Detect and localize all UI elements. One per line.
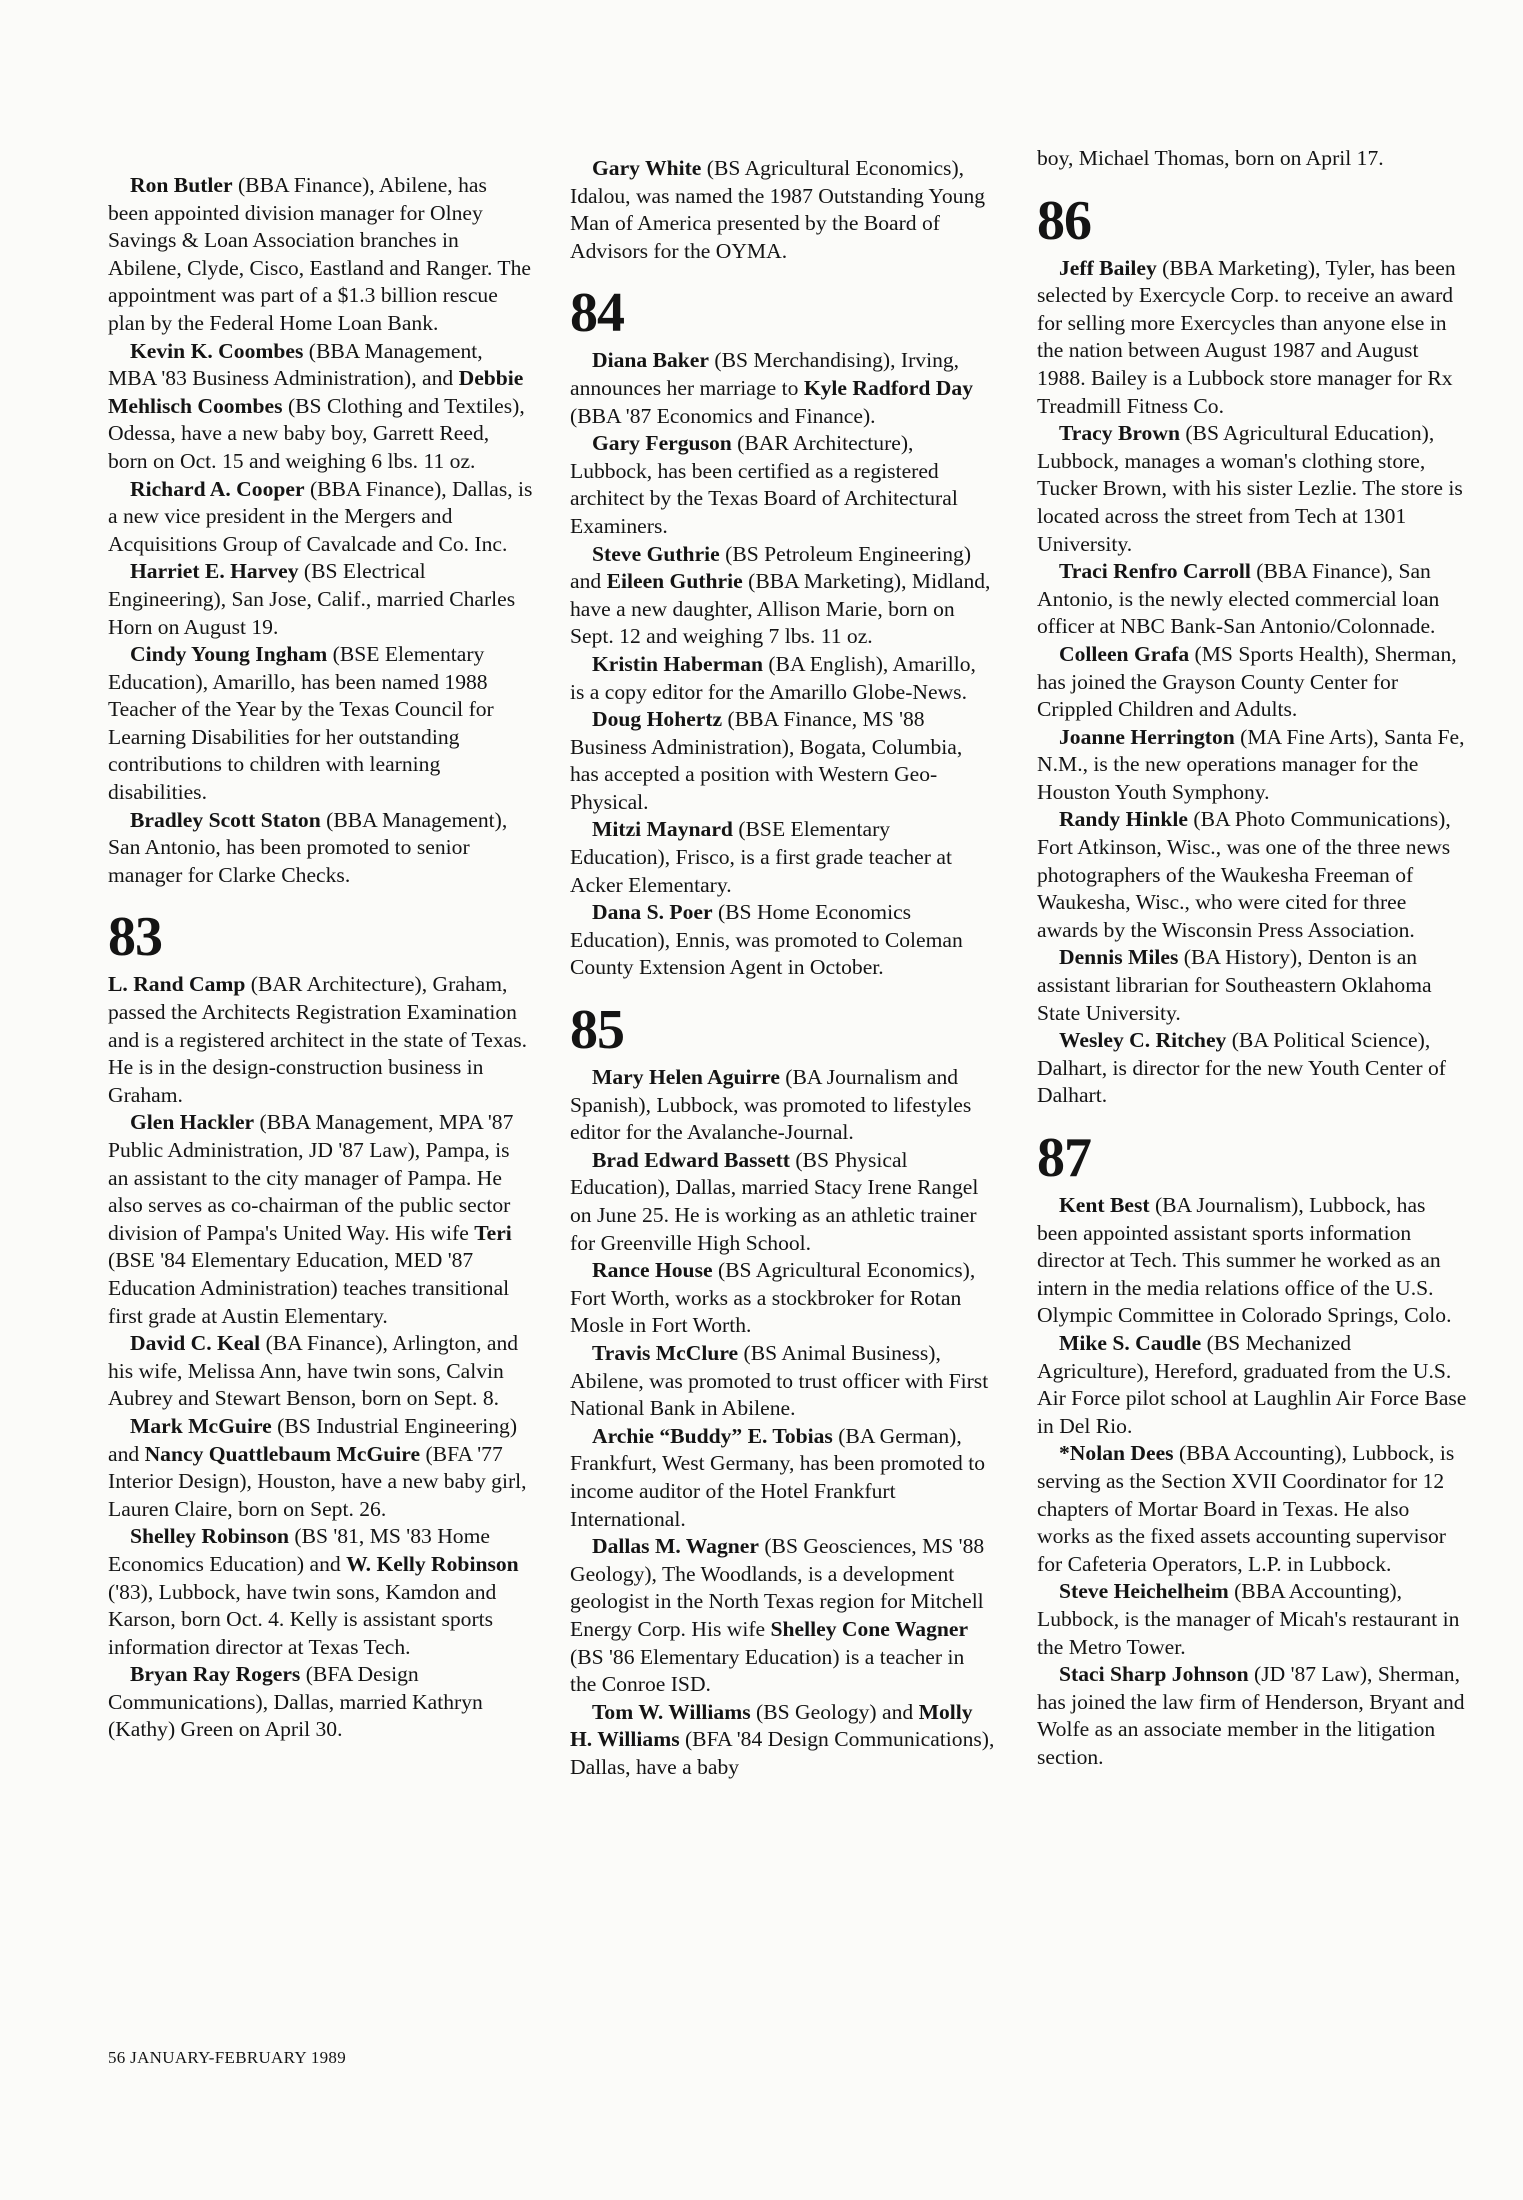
entry-text: (BS Merchandising), Irving, announces her marriage to	[570, 348, 960, 400]
entry-text: (BFA '84 Design Communications), Dallas, have a baby	[570, 1727, 995, 1779]
alumnus-name: Diana Baker	[592, 348, 709, 373]
alumnus-name: Mark McGuire	[130, 1413, 272, 1438]
alumni-entry	[108, 807, 533, 890]
alumni-entry	[108, 172, 533, 338]
alumni-entry	[570, 1340, 995, 1423]
alumni-entry	[1037, 1440, 1467, 1578]
alumnus-name: Steve Heichelheim	[1059, 1579, 1229, 1604]
class-year-heading: 87	[1037, 1127, 1091, 1189]
alumnus-name: Kristin Haberman	[592, 651, 763, 676]
entry-text: (BBA Marketing), Tyler, has been selected by Exercycle Corp. to receive an award for selling more Exercycles than anyone else in the nation between August 1987 and August 1988. Bailey is a Lubbock store manager for Rx Treadmill Fitness Co.	[1037, 255, 1456, 418]
alumnus-name: Dennis Miles	[1059, 945, 1179, 970]
entry-text: (BS Agricultural Economics), Idalou, was named the 1987 Outstanding Young Man of America presented by the Board of Advisors for the OYMA.	[570, 156, 986, 263]
alumnus-name: Glen Hackler	[130, 1110, 255, 1135]
alumnus-name: Kent Best	[1059, 1193, 1150, 1217]
entry-text: (BBA Management), San Antonio, has been promoted to senior manager for Clarke Checks.	[108, 807, 508, 887]
alumnus-name: Bryan Ray Rogers	[130, 1662, 301, 1687]
alumnus-name: Debbie Mehlisch Coombes	[108, 366, 524, 418]
alumni-entry	[108, 476, 533, 559]
alumni-entry	[108, 641, 533, 807]
alumni-entry	[108, 1413, 533, 1523]
entry-text: (BS '86 Elementary Education) is a teacher in the Conroe ISD.	[570, 1644, 965, 1697]
column-1	[108, 172, 533, 1744]
entry-text: (BS Industrial Engineering) and	[108, 1413, 518, 1466]
alumni-entry	[108, 1523, 533, 1661]
entry-text: (BFA Design Communications), Dallas, married Kathryn (Kathy) Green on April 30.	[108, 1662, 483, 1742]
alumnus-name: Gary White	[592, 156, 702, 180]
entry-text: (BSE Elementary Education), Frisco, is a first grade teacher at Acker Elementary.	[570, 817, 952, 897]
entry-text: (BBA Management, MBA '83 Business Administration), and	[108, 338, 483, 391]
entry-text: (BAR Architecture), Graham, passed the Architects Registration Examination and is a registered architect in the state of Texas. He is in the design-construction business in Graham.	[108, 972, 528, 1107]
alumni-entry	[570, 651, 995, 706]
column-2	[570, 155, 995, 1781]
alumnus-name: Mary Helen Aguirre	[592, 1065, 780, 1090]
alumni-entry	[108, 1330, 533, 1413]
alumni-entry	[1037, 724, 1467, 807]
alumnus-name: Brad Edward Bassett	[592, 1147, 790, 1172]
entry-text: (BS Clothing and Textiles), Odessa, have a new baby boy, Garrett Reed, born on Oct. 15 and weighing 6 lbs. 11 oz.	[108, 393, 525, 473]
entry-text: (BS Agricultural Education), Lubbock, manages a woman's clothing store, Tucker Brown, with his sister Lezlie. The store is located across the street from Tech at 1301 University.	[1037, 421, 1463, 556]
alumnus-name: *Nolan Dees	[1059, 1441, 1174, 1466]
entry-text: boy, Michael Thomas, born on April 17.	[1037, 146, 1384, 170]
alumnus-name: Tom W. Williams	[592, 1699, 751, 1724]
alumnus-name: Eileen Guthrie	[606, 569, 743, 594]
alumnus-name: Traci Renfro Carroll	[1059, 559, 1251, 584]
entry-text: (BS Mechanized Agriculture), Hereford, graduated from the U.S. Air Force pilot school at Laughlin Air Force Base in Del Rio.	[1037, 1330, 1467, 1438]
alumnus-name: Mike S. Caudle	[1059, 1330, 1202, 1355]
entry-text: (BBA Finance), Dallas, is a new vice president in the Mergers and Acquisitions Group of Cavalcade and Co. Inc.	[108, 476, 533, 556]
alumnus-name: Kevin K. Coombes	[130, 338, 304, 363]
entry-text: (BS Geology) and	[750, 1699, 919, 1724]
page-number: 56	[108, 2048, 126, 2067]
alumnus-name: Bradley Scott Staton	[130, 807, 321, 832]
alumni-entry	[570, 347, 995, 430]
alumni-entry	[108, 1661, 533, 1744]
alumni-entry	[570, 706, 995, 816]
alumnus-name: Rance House	[592, 1258, 713, 1283]
alumnus-name: Richard A. Cooper	[130, 476, 305, 501]
alumnus-name: Shelley Robinson	[130, 1524, 290, 1549]
alumni-entry	[1037, 944, 1467, 1027]
alumnus-name: Kyle Radford Day	[803, 375, 973, 400]
alumnus-name: Gary Ferguson	[592, 431, 732, 456]
entry-text: (BS Home Economics Education), Ennis, was promoted to Coleman County Extension Agent in October.	[570, 900, 963, 980]
entry-text: (BBA Finance, MS '88 Business Administration), Bogata, Columbia, has accepted a position with Western Geo-Physical.	[570, 707, 963, 814]
entry-text: (BS Animal Business), Abilene, was promoted to trust officer with First National Bank in Abilene.	[570, 1340, 989, 1421]
alumni-entry	[570, 541, 995, 651]
entry-text: (BS '81, MS '83 Home Economics Education) and	[108, 1524, 490, 1576]
entry-text: (BS Petroleum Engineering) and	[570, 541, 972, 594]
alumnus-name: Joanne Herrington	[1059, 724, 1235, 749]
alumnus-name: Jeff Bailey	[1059, 255, 1157, 280]
alumnus-name: L. Rand Camp	[108, 972, 246, 997]
alumnus-name: Shelley Cone Wagner	[770, 1616, 969, 1641]
entry-text: (BS Physical Education), Dallas, married Stacy Irene Rangel on June 25. He is working as an athletic trainer for Greenville High School.	[570, 1147, 979, 1255]
entry-text: (BA English), Amarillo, is a copy editor for the Amarillo Globe-News.	[570, 651, 976, 704]
alumni-entry	[570, 899, 995, 982]
alumni-entry	[1037, 1330, 1467, 1440]
entry-text: (BSE '84 Elementary Education, MED '87 Education Administration) teaches transitional first grade at Austin Elementary.	[108, 1248, 510, 1328]
issue-date: JANUARY-FEBRUARY 1989	[130, 2048, 347, 2067]
alumnus-name: Harriet E. Harvey	[130, 559, 299, 584]
alumni-entry	[1037, 1192, 1467, 1330]
alumni-entry	[108, 338, 533, 476]
entry-text: (BA Finance), Arlington, and his wife, Melissa Ann, have twin sons, Calvin Aubrey and Stewart Benson, born on Sept. 8.	[108, 1331, 519, 1411]
entry-text: (BS Agricultural Economics), Fort Worth, works as a stockbroker for Rotan Mosle in Fort Worth.	[570, 1258, 976, 1338]
alumni-entry	[570, 1423, 995, 1533]
class-year-heading: 83	[108, 906, 162, 969]
alumnus-name: Archie “Buddy” E. Tobias	[592, 1423, 833, 1448]
entry-text: (BBA '87 Economics and Finance).	[570, 403, 876, 428]
alumni-entry	[570, 1147, 995, 1257]
alumnus-name: David C. Keal	[130, 1331, 261, 1356]
entry-text: (JD '87 Law), Sherman, has joined the law firm of Henderson, Bryant and Wolfe as an associate member in the litigation section.	[1037, 1662, 1465, 1769]
alumni-entry	[108, 558, 533, 641]
alumnus-name: Staci Sharp Johnson	[1059, 1662, 1249, 1687]
entry-text: (BA Journalism and Spanish), Lubbock, was promoted to lifestyles editor for the Avalanche-Journal.	[570, 1065, 972, 1145]
entry-text: (BA History), Denton is an assistant librarian for Southeastern Oklahoma State University.	[1037, 945, 1432, 1025]
alumni-entry	[570, 1699, 995, 1782]
alumni-entry	[570, 430, 995, 540]
alumnus-name: Teri	[474, 1220, 512, 1245]
class-year-heading: 84	[570, 282, 624, 345]
alumnus-name: W. Kelly Robinson	[346, 1551, 519, 1576]
alumnus-name: Molly H. Williams	[570, 1699, 973, 1752]
alumnus-name: Wesley C. Ritchey	[1059, 1028, 1227, 1053]
alumnus-name: Travis McClure	[592, 1340, 739, 1365]
class-year-heading: 85	[570, 999, 624, 1062]
entry-text: (BSE Elementary Education), Amarillo, has been named 1988 Teacher of the Year by the Texas Council for Learning Disabilities for her outstanding contributions to children with learning disabilities.	[108, 642, 494, 805]
entry-text: (BA German), Frankfurt, West Germany, has been promoted to income auditor of the Hotel Frankfurt International.	[570, 1423, 986, 1531]
entry-text: ('83), Lubbock, have twin sons, Kamdon and Karson, born Oct. 4. Kelly is assistant sports information director at Texas Tech.	[108, 1579, 497, 1659]
alumnus-name: Dana S. Poer	[592, 900, 713, 925]
alumni-entry	[570, 1533, 995, 1699]
class-year-heading: 86	[1037, 189, 1091, 252]
column-3	[1037, 145, 1467, 1771]
alumnus-name: Nancy Quattlebaum McGuire	[144, 1441, 421, 1466]
entry-text: (BS Geosciences, MS '88 Geology), The Woodlands, is a development geologist in the North Texas region for Mitchell Energy Corp. His wife	[570, 1534, 985, 1641]
alumnus-name: Randy Hinkle	[1059, 807, 1189, 832]
entry-text: (BBA Management, MPA '87 Public Administration, JD '87 Law), Pampa, is an assistant to the city manager of Pampa. He also serves as co-chairman of the public sector division of Pampa's United Way. His wife	[108, 1110, 514, 1245]
alumnus-name: Ron Butler	[130, 173, 233, 197]
entry-text: (BBA Accounting), Lubbock, is serving as the Section XVII Coordinator for 12 chapters of Mortar Board in Texas. He also works as the fixed assets accounting supervisor for Cafeteria Operators, L.P. in Lubbock.	[1037, 1441, 1455, 1576]
entry-text: (MS Sports Health), Sherman, has joined the Grayson County Center for Crippled Children and Adults.	[1037, 641, 1457, 722]
alumni-entry	[1037, 1661, 1467, 1771]
page-footer	[108, 2048, 346, 2068]
alumnus-name: Steve Guthrie	[592, 541, 720, 566]
alumnus-name: Mitzi Maynard	[592, 817, 733, 842]
alumnus-name: Colleen Grafa	[1059, 641, 1190, 666]
alumni-entry	[1037, 641, 1467, 724]
alumni-entry	[108, 1109, 533, 1330]
alumnus-name: Cindy Young Ingham	[130, 642, 328, 667]
alumni-entry	[1037, 1027, 1467, 1110]
entry-text: (BA Journalism), Lubbock, has been appointed assistant sports information director at Tech. This summer he worked as an intern in the media relations office of the U.S. Olympic Committee in Colorado Springs, Colo.	[1037, 1193, 1452, 1328]
alumni-entry	[570, 816, 995, 899]
entry-text: (BBA Marketing), Midland, have a new daughter, Allison Marie, born on Sept. 12 and weighing 7 lbs. 11 oz.	[570, 569, 991, 649]
alumni-entry	[570, 155, 995, 265]
alumni-entry	[1037, 145, 1467, 173]
alumni-entry	[1037, 420, 1467, 558]
alumni-entry	[1037, 1578, 1467, 1661]
alumni-entry	[570, 1064, 995, 1147]
entry-text: (BBA Finance), Abilene, has been appointed division manager for Olney Savings & Loan Association branches in Abilene, Clyde, Cisco, Eastland and Ranger. The appointment was part of a $1.3 billion rescue plan by the Federal Home Loan Bank.	[108, 173, 531, 335]
entry-text: (BFA '77 Interior Design), Houston, have a new baby girl, Lauren Claire, born on Sept. 26.	[108, 1441, 527, 1521]
alumni-entry	[1037, 806, 1467, 944]
alumnus-name: Doug Hohertz	[592, 707, 723, 732]
alumnus-name: Tracy Brown	[1059, 421, 1180, 446]
entry-text: (BBA Accounting), Lubbock, is the manager of Micah's restaurant in the Metro Tower.	[1037, 1579, 1460, 1659]
entry-text: (MA Fine Arts), Santa Fe, N.M., is the new operations manager for the Houston Youth Symphony.	[1037, 724, 1465, 804]
alumni-entry	[1037, 255, 1467, 421]
alumni-entry	[108, 971, 533, 1109]
entry-text: (BAR Architecture), Lubbock, has been certified as a registered architect by the Texas Board of Architectural Examiners.	[570, 431, 958, 538]
alumni-entry	[1037, 558, 1467, 641]
entry-text: (BA Photo Communications), Fort Atkinson, Wisc., was one of the three news photographers of the Waukesha Freeman of Waukesha, Wisc., who were cited for three awards by the Wisconsin Press Association.	[1037, 807, 1451, 942]
entry-text: (BA Political Science), Dalhart, is director for the new Youth Center of Dalhart.	[1037, 1028, 1446, 1108]
alumni-entry	[570, 1257, 995, 1340]
entry-text: (BS Electrical Engineering), San Jose, Calif., married Charles Horn on August 19.	[108, 559, 516, 639]
entry-text: (BBA Finance), San Antonio, is the newly elected commercial loan officer at NBC Bank-San Antonio/Colonnade.	[1037, 559, 1440, 639]
alumnus-name: Dallas M. Wagner	[592, 1534, 759, 1559]
